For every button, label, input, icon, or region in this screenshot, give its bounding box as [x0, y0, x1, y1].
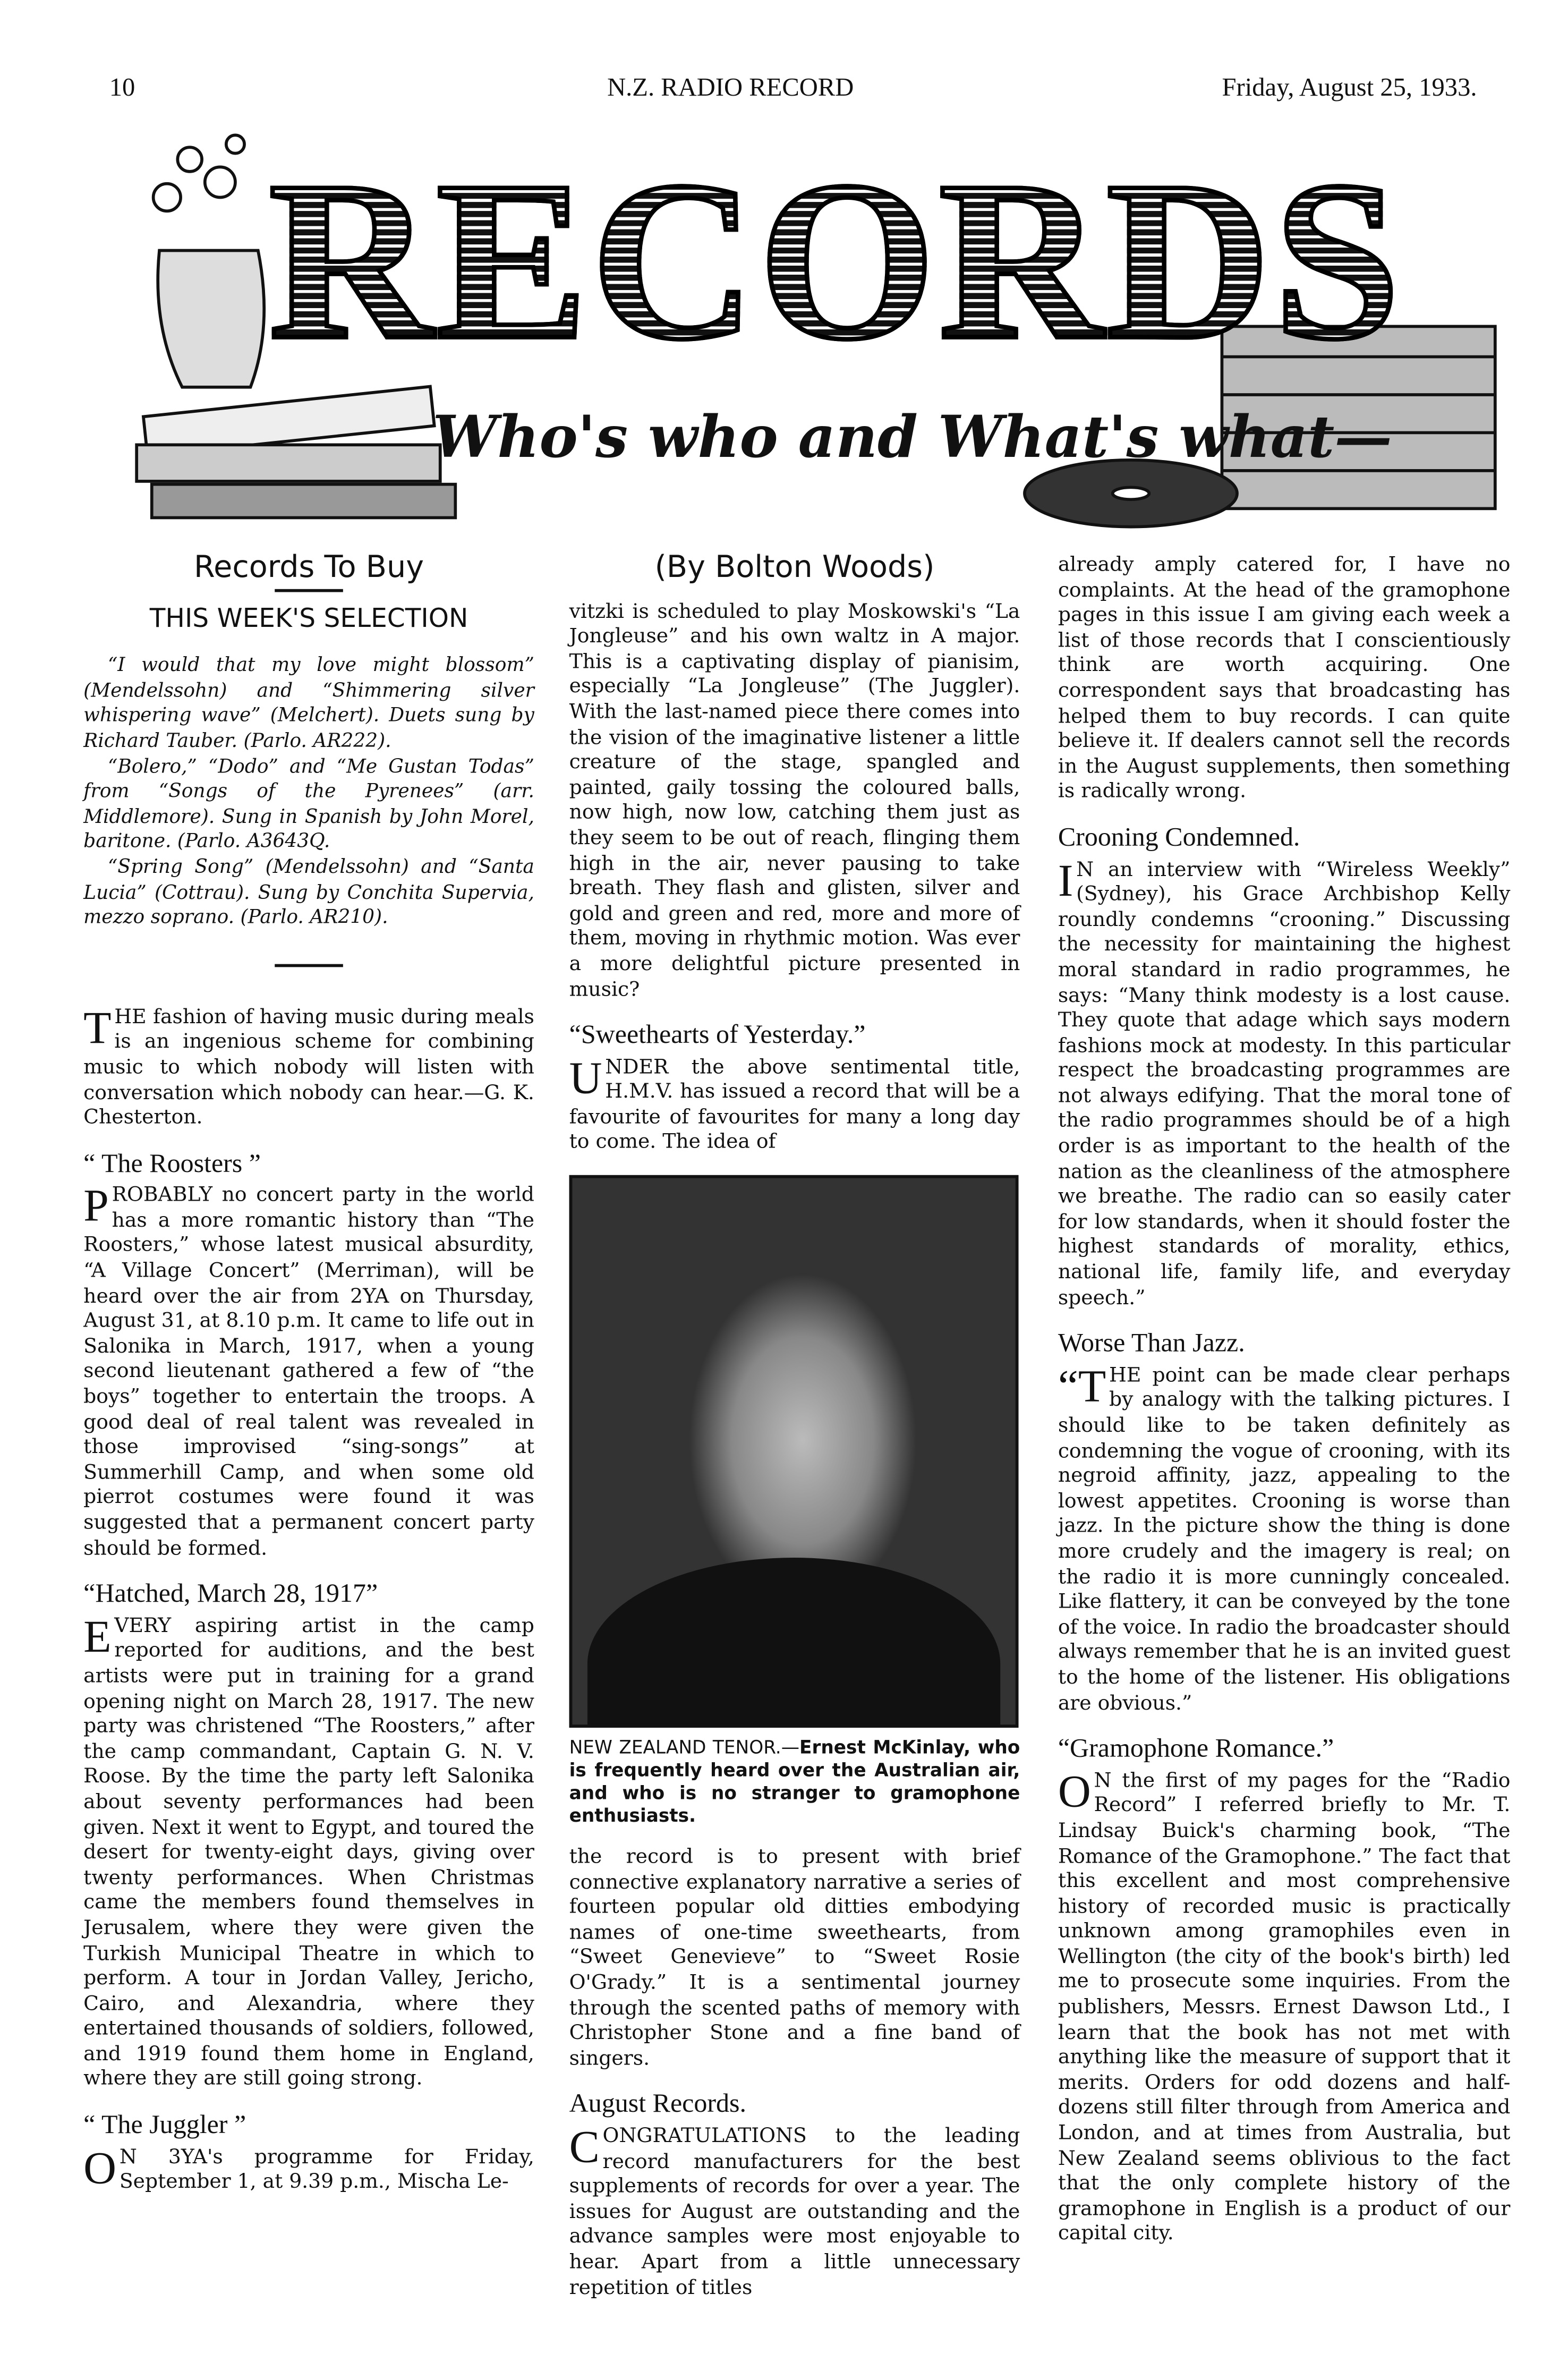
page-number: 10 [109, 73, 135, 102]
byline: (By Bolton Woods) [654, 548, 935, 585]
body-text: ROBABLY no concert party in the world has a more romantic history than “The Roosters,” whose latest musical absurdity, “A Village Concert” (Merriman), will be heard over the air from 2YA on Thursday, August 31, at 8.10 p.m. It came to life out in Salonika in March, 1917, when a young second lieutenant gathered a few of “the boys” together to entertain the troops. A good deal of real talent was revealed in those improvised “sing-songs” at Summerhill Camp, and when some old pierrot costumes were found it was suggested that a permanent concert party should be formed. [83, 1184, 534, 1560]
selection-item: “Spring Song” (Mendelssohn) and “Santa Lucia” (Cottrau). Sung by Conchita Supervia, mezzo soprano. (Parlo. AR210). [83, 854, 534, 928]
article-body: already amply catered for, I have no complaints. At the head of the gramophone pages in this issue I am giving each week a list of those records that I conscientiously think are worth acquiring. One correspondent says that broadcasting has helped them to buy records. I can quite believe it. If dealers cannot sell the records in the August supplements, then something is radically wrong. [1058, 554, 1511, 804]
drop-cap: C [569, 2122, 600, 2173]
body-text: ONGRATULATIONS to the leading record manufacturers for the best supplements of records for over a year. The issues for August are outstanding and the advance samples were most enjoyable to hear. Apart from a little unnecessary repetition of titles [569, 2125, 1020, 2300]
article-body [1058, 1766, 1511, 2248]
caption-text: Ernest McKinlay, who is frequently heard over the Australian air, and who is no stranger to gramophone enthusiasts. [569, 1737, 1020, 1826]
article-heading: “ The Juggler ” [83, 2109, 246, 2139]
body-text: N an interview with “Wireless Weekly” (Sydney), his Grace Archbishop Kelly roundly condemns “crooning.” Discussing the necessity for maintaining the highest moral standard in radio programmes, he says: “Many think modesty is a lost cause. They quote that adage which says modern fashions mock at modesty. In this particular respect the broadcasting programmes are not always edifying. That the moral tone of the radio programmes should be of a high order is as important to the health of the nation as the cleanliness of the atmosphere we breathe. The radio can so easily cater for low standards, when it should foster the highest standards of morality, ethics, national life, family life, and everyday speech.” [1058, 859, 1511, 1310]
drop-cap: O [83, 2143, 117, 2194]
section-subheading: THIS WEEK'S SELECTION [149, 604, 468, 634]
photo-suit-shape [587, 1558, 1000, 1728]
article-body [569, 1053, 1020, 1157]
drop-cap: E [83, 1612, 112, 1662]
record-selections [83, 653, 534, 930]
article-heading: Crooning Condemned. [1058, 821, 1300, 852]
drop-cap: U [569, 1053, 602, 1103]
body-text: HE point can be made clear perhaps by analogy with the talking pictures. I should like to be taken definitely as condemning the vogue of crooning, with its negroid affinity, jazz, appealing to the lowest appetites. Crooning is worse than jazz. In the picture show the thing is done more crudely and the imagery is real; on the radio it is more cunningly concealed. Like flattery, it can be conveyed by the tone of the voice. In radio the broadcaster should always remember that he is an invited guest to the home of the listener. His obligations are obvious.” [1058, 1364, 1511, 1715]
column-3 [1058, 554, 1511, 2248]
article-body [83, 1182, 534, 1562]
article-heading: “Gramophone Romance.” [1058, 1732, 1334, 1763]
article-heading: “Hatched, March 28, 1917” [83, 1577, 378, 1608]
page-header [109, 73, 1477, 106]
column-1 [83, 548, 534, 2197]
photo-caption [569, 1737, 1020, 1828]
column-2 [569, 548, 1020, 2302]
body-text: VERY aspiring artist in the camp reported for auditions, and the best artists were put in training for a grand opening night on March 28, 1917. The new party was christened “The Roosters,” after the camp commandant, Captain G. N. V. Roose. By the time the party left Salonika about seventy performances had been given. Next it went to Egypt, and toured the desert for twenty-eight days, giving over twenty performances. When Christmas came the members found themselves in Jerusalem, where they were given the Turkish Municipal Theatre in which to perform. A tour in Jordan Valley, Jericho, Cairo, and Alexandria, where they entertained thousands of soldiers, followed, and 1919 found them home in England, where they are still going strong. [83, 1615, 534, 2092]
body-text: N 3YA's programme for Friday, September 1, at 9.39 p.m., Mischa Le- [119, 2146, 534, 2195]
article-body [1058, 1361, 1511, 1718]
article-body [569, 2122, 1020, 2302]
article-body: the record is to present with brief connective explanatory narrative a series of fourteen popular old ditties embodying names of one-time sweethearts, from “Sweet Genevieve” to “Sweet Rosie O'Grady.” It is a sentimental journey through the scented paths of memory with Christopher Stone and a fine band of singers. [569, 1846, 1020, 2071]
quote-text: HE fashion of having music during meals is an ingenious scheme for combining music to which nobody will listen with conversation which nobody can hear.—G. K. Chesterton. [83, 1006, 534, 1130]
drop-cap: P [83, 1182, 109, 1232]
issue-date: Friday, August 25, 1933. [1222, 73, 1477, 102]
article-heading: “Sweethearts of Yesterday.” [569, 1018, 866, 1049]
article-body: vitzki is scheduled to play Moskowski's “La Jongleuse” and his own waltz in A major. This is a captivating display of pianisim, especially “La Jongleuse” (The Juggler). With the last-named piece there comes into the vision of the imaginative listener a little creature of the stage, spangled and painted, gaily tossing the coloured balls, now high, now low, catching them just as they seem to be out of reach, flinging them high in the air, never pausing to take breath. They flash and glisten, silver and gold and green and red, more and more of them, moving in rhythmic motion. Was ever a more delightful picture presented in music? [569, 600, 1020, 1001]
caption-lead: NEW ZEALAND TENOR.— [569, 1737, 800, 1758]
article-heading: Worse Than Jazz. [1058, 1327, 1245, 1358]
books-icon [137, 387, 455, 518]
body-text: NDER the above sentimental title, H.M.V. has issued a record that will be a favourite of favourites for many a long day to come. The idea of [569, 1056, 1020, 1155]
banner-tagline: Who's who and What's what— [432, 402, 1392, 471]
records-banner [129, 129, 1526, 539]
drop-cap: O [1058, 1766, 1091, 1817]
divider [275, 589, 343, 592]
selection-item: “I would that my love might blossom” (Mendelssohn) and “Shimmering silver whispering wave” (Melchert). Duets sung by Richard Tauber. (Parlo. AR222). [83, 653, 534, 752]
article-heading: “ The Roosters ” [83, 1147, 261, 1178]
tenor-portrait-photo [569, 1175, 1019, 1728]
banner-title: RECORDS [268, 135, 1403, 387]
selection-item: “Bolero,” “Dodo” and “Me Gustan Todas” from “Songs of the Pyrenees” (arr. Middlemore). Sung in Spanish by John Morel, baritone. (Parlo. A3643Q. [83, 754, 534, 853]
body-text: N the first of my pages for the “Radio Record” I referred briefly to Mr. T. Lindsay Buick's charming book, “The Romance of the Gramophone.” The fact that this excellent and most comprehensive history of recorded music is practically unknown among gramophiles even in Wellington (the city of the book's birth) led me to prosecute some inquiries. From the publishers, Messrs. Ernest Dawson Ltd., I learn that the book has not met with anything like the measure of support that it merits. Orders for odd dozens and half-dozens still filter through from America and London, and at times from Australia, but New Zealand seems oblivious to the fact that the only complete history of the gramophone in English is a product of our capital city. [1058, 1770, 1511, 2246]
drop-cap: I [1058, 855, 1073, 906]
article-heading: August Records. [569, 2088, 747, 2119]
chesterton-quote [83, 1003, 534, 1132]
divider [275, 964, 343, 967]
article-body [83, 1612, 534, 2094]
article-body [83, 2143, 534, 2197]
drop-cap: “T [1058, 1361, 1106, 1412]
drop-cap: T [83, 1003, 112, 1053]
flower-vase-icon [154, 135, 265, 387]
section-heading: Records To Buy [194, 548, 424, 585]
publication-name: N.Z. RADIO RECORD [607, 73, 854, 102]
article-body [1058, 855, 1511, 1312]
